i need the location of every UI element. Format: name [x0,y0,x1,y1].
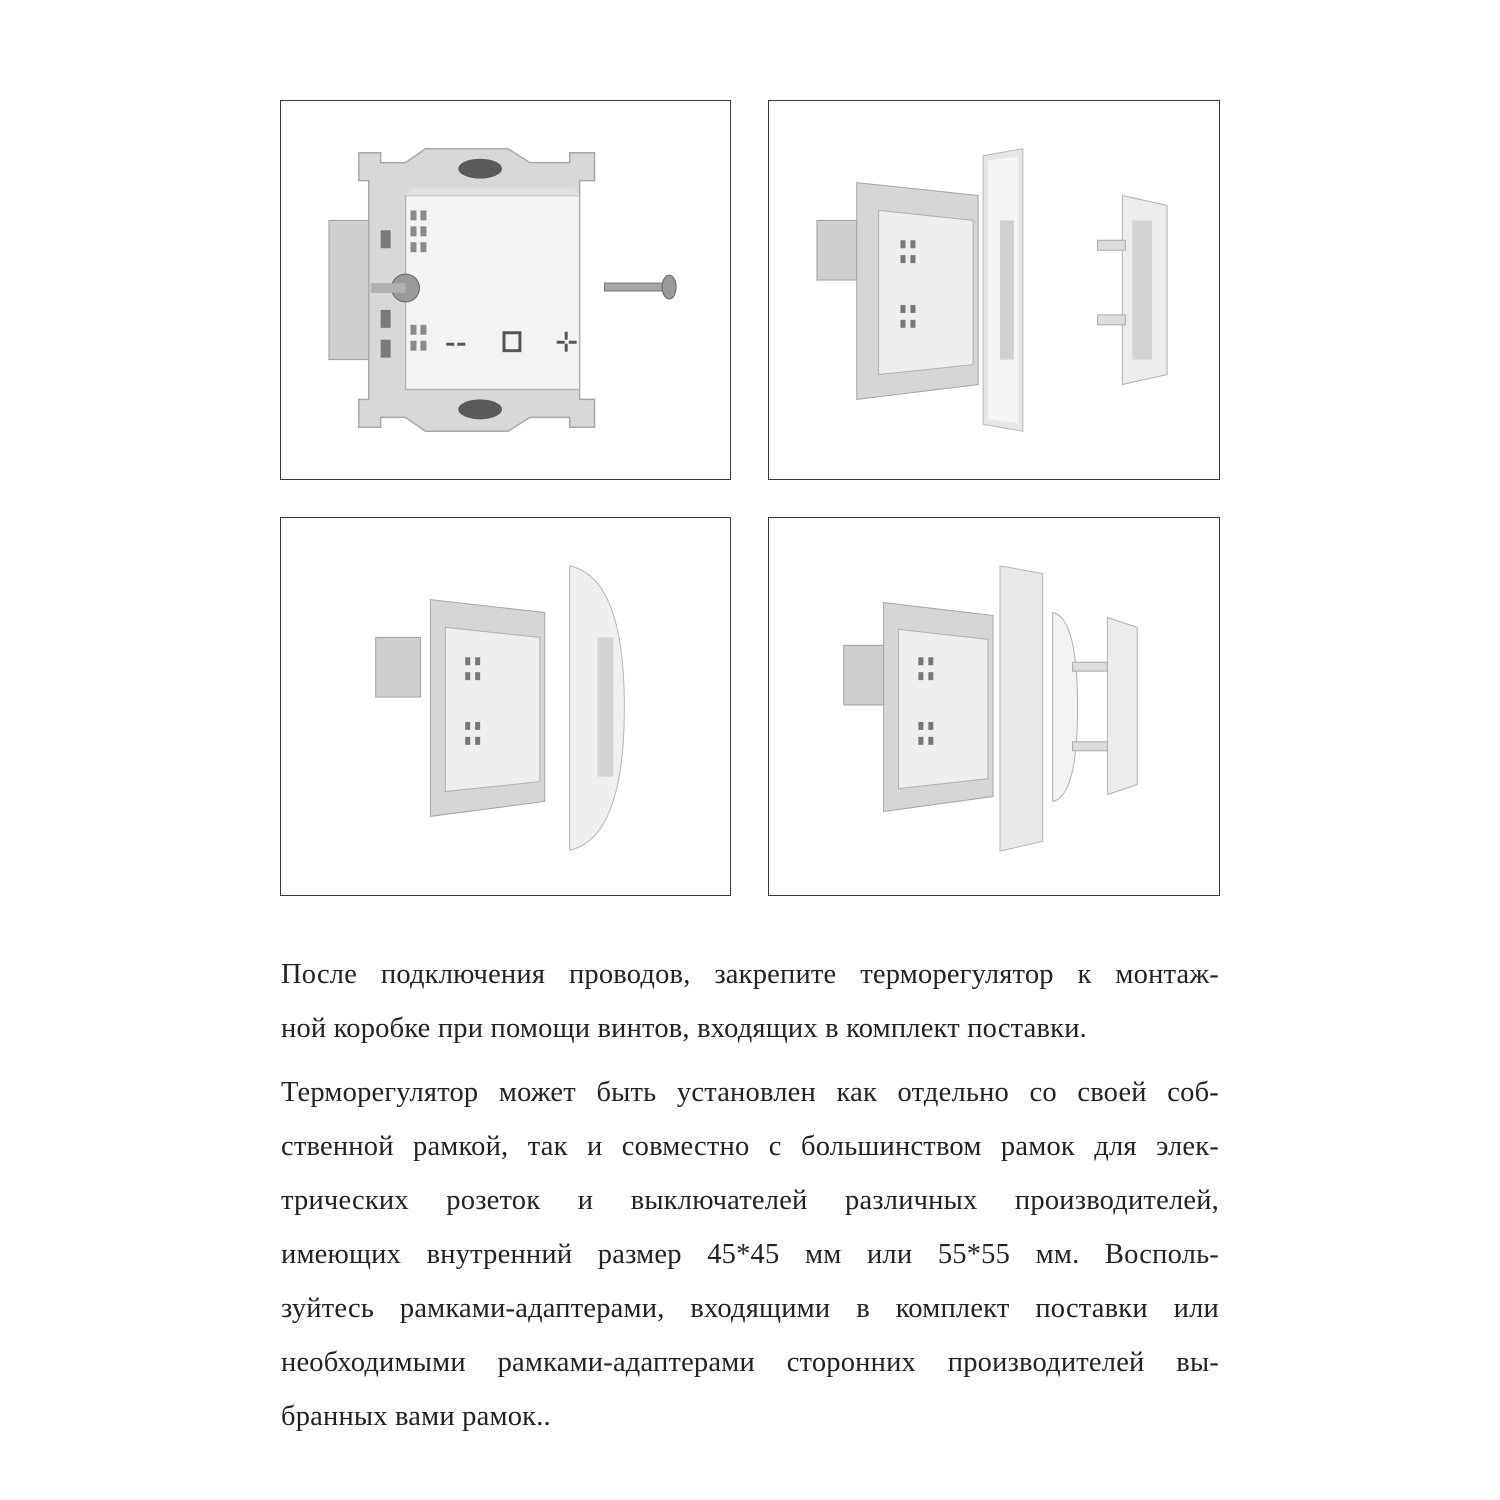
mechanism-frame-adapter-illustration [769,101,1219,479]
thermostat-mechanism-illustration [281,101,730,479]
instruction-text [281,948,1219,1444]
text-line: ственной рамкой, так и совместно с большинством рамок для элек- [281,1131,1219,1162]
text-line: После подключения проводов, закрепите терморегулятор к монтаж- [281,959,1219,990]
figure-step-1 [280,100,731,480]
text-line: трических розеток и выключателей различных производителей, [281,1185,1219,1216]
paragraph-mounting [281,948,1219,1056]
screw-icon [604,275,676,299]
text-line: бранных вами рамок.. [281,1401,551,1432]
mechanism-own-frame-illustration [281,518,730,895]
text-line: необходимыми рамками-адаптерами сторонних производителей вы- [281,1347,1219,1378]
figure-step-4 [768,517,1220,896]
text-line: ной коробке при помощи винтов, входящих в комплект поставки. [281,1013,1088,1044]
figure-step-2 [768,100,1220,480]
text-line: имеющих внутренний размер 45*45 мм или 55*55 мм. Восполь- [281,1239,1219,1270]
text-line: зуйтесь рамками-адаптерами, входящими в комплект поставки или [281,1293,1219,1324]
paragraph-frames [281,1066,1219,1444]
mechanism-third-party-frame-illustration [769,518,1219,895]
figure-step-3 [280,517,731,896]
text-line: Терморегулятор может быть установлен как отдельно со своей соб- [281,1077,1219,1108]
